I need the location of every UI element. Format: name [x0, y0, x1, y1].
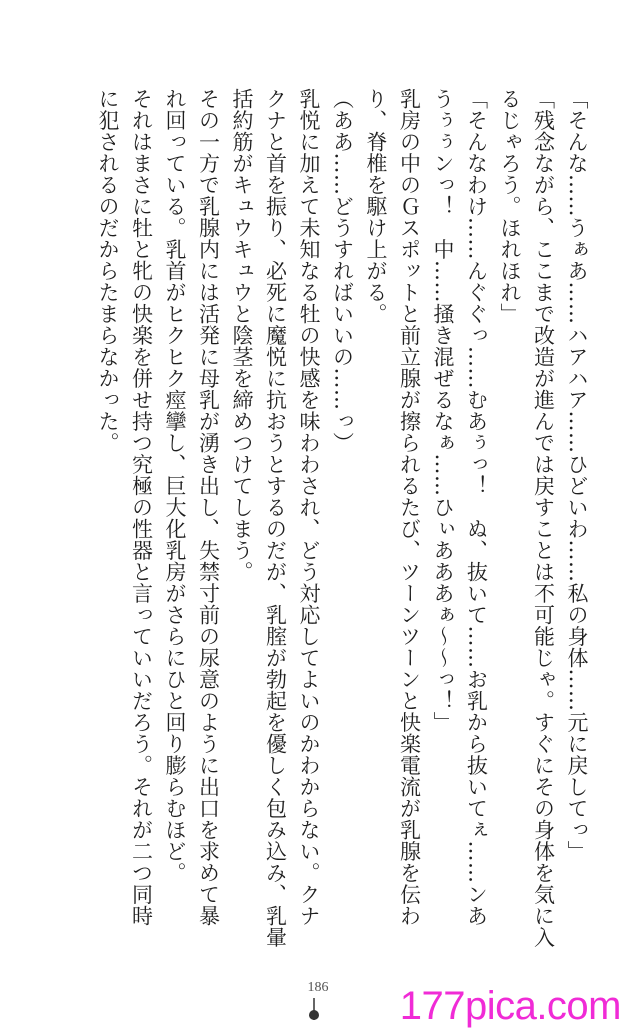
text-line: （ああ……どうすればいいの……っ） [330, 88, 355, 454]
text-line: その一方で乳腺内には活発に母乳が湧き出し、失禁寸前の尿意のように出口を求めて暴 [196, 88, 221, 927]
text-line: 括約筋がキュウキュウと陰茎を締めつけてしまう。 [230, 88, 254, 583]
text-line: それはまさに牡と牝の快楽を併せ持つ究極の性器と言っていいだろう。それが二つ同時 [129, 88, 154, 927]
text-line: 「そんな……うぁあ……ハアハア……ひどいわ……私の身体……元に戻してっ」 [565, 88, 589, 862]
text-line: るじゃろう。ほれほれ」 [498, 88, 522, 325]
text-line: に犯されるのだからたまらなかった。 [96, 88, 120, 454]
text-line: り、脊椎を駆け上がる。 [364, 88, 388, 325]
text-line: れ回っている。乳首がヒクヒク痙攣し、巨大化乳房がさらにひと回り膨らむほど。 [163, 88, 187, 884]
page-marker-dot [309, 1010, 319, 1020]
text-line: 乳悦に加えて未知なる牡の快感を味わわされ、どう対応してよいのかわからない。クナ [297, 88, 321, 927]
text-line: 乳房の中のＧスポットと前立腺が擦られるたび、ツーンツーンと快楽電流が乳腺を伝わ [397, 88, 422, 927]
page-number: 186 [307, 980, 329, 995]
vertical-text-body [33, 88, 593, 968]
text-line: 「残念ながら、ここまで改造が進んでは戻すことは不可能じゃ。すぐにその身体を気に入 [531, 88, 556, 948]
watermark: 177pica.com [399, 984, 621, 1028]
text-line: うぅぅンっ！ 中……掻き混ぜるなぁ……ひぃあああぁ〜〜っ！」 [431, 88, 455, 733]
text-line: 「そんなわけ……んぐぐっ……むあぅっ！ ぬ、抜いて……お乳から抜いてぇ……ンあ [464, 88, 489, 927]
text-line: クナと首を振り、必死に魔悦に抗おうとするのだが、乳腟が勃起を優しく包み込み、乳暈 [263, 88, 288, 948]
